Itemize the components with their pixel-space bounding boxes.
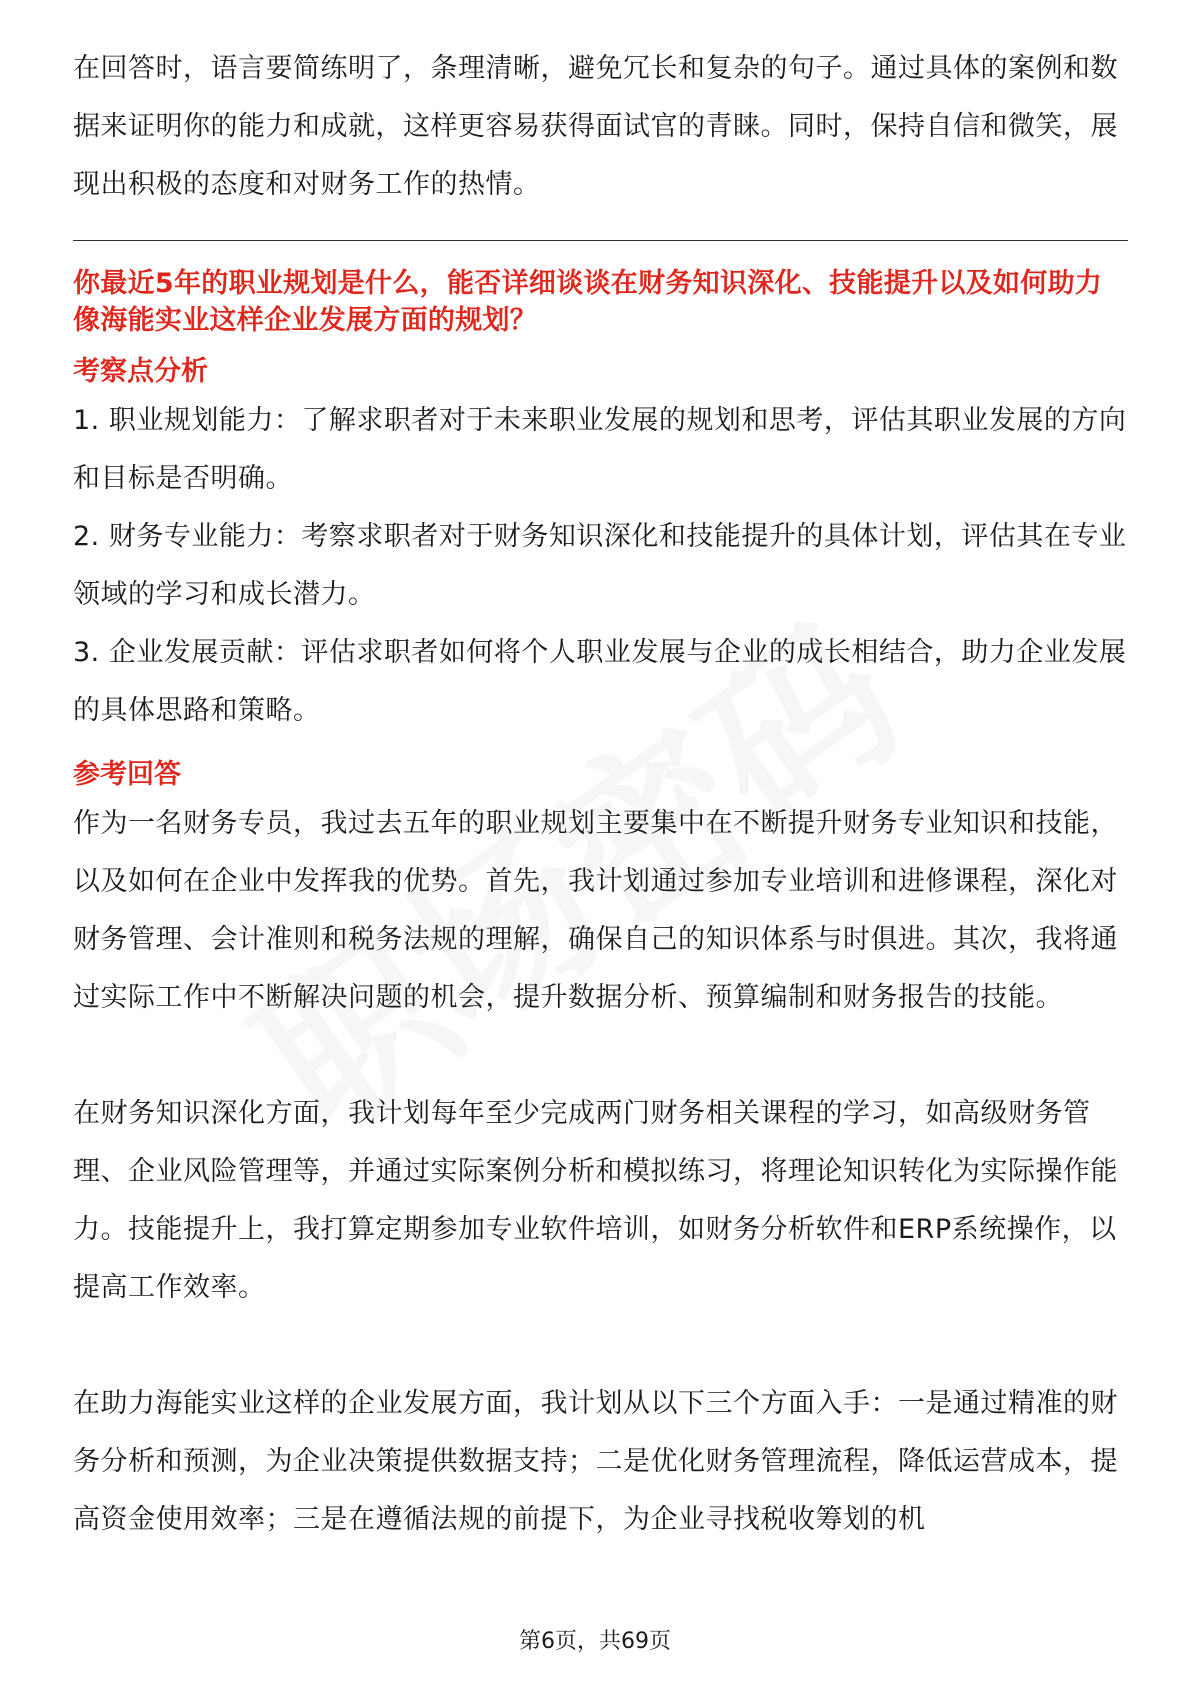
question-heading: 你最近5年的职业规划是什么，能否详细谈谈在财务知识深化、技能提升以及如何助力像海能实业这样企业发展方面的规划？: [73, 268, 1103, 336]
answer-paragraph: 在财务知识深化方面，我计划每年至少完成两门财务相关课程的学习，如高级财务管理、企业风险管理等，并通过实际案例分析和模拟练习，将理论知识转化为实际操作能力。技能提升上，我打算定期参加专业软件培训，如财务分析软件和ERP系统操作，以提高工作效率。: [73, 1098, 1118, 1303]
answer-paragraph: 作为一名财务专员，我过去五年的职业规划主要集中在不断提升财务专业知识和技能，以及如何在企业中发挥我的优势。首先，我计划通过参加专业培训和进修课程，深化对财务管理、会计准则和税务法规的理解，确保自己的知识体系与时俱进。其次，我将通过实际工作中不断解决问题的机会，提升数据分析、预算编制和财务报告的技能。: [73, 808, 1118, 1013]
analysis-item: 1. 职业规划能力：了解求职者对于未来职业发展的规划和思考，评估其职业发展的方向和目标是否明确。: [73, 405, 1127, 494]
analysis-item: 2. 财务专业能力：考察求职者对于财务知识深化和技能提升的具体计划，评估其在专业领域的学习和成长潜力。: [73, 521, 1127, 610]
answer-heading: 参考回答: [73, 759, 181, 790]
intro-paragraph: 在回答时，语言要简练明了，条理清晰，避免冗长和复杂的句子。通过具体的案例和数据来证明你的能力和成就，这样更容易获得面试官的青睐。同时，保持自信和微笑，展现出积极的态度和对财务工作的热情。: [73, 53, 1118, 200]
analysis-item: 3. 企业发展贡献：评估求职者如何将个人职业发展与企业的成长相结合，助力企业发展的具体思路和策略。: [73, 637, 1127, 726]
answer-paragraph: 在助力海能实业这样的企业发展方面，我计划从以下三个方面入手：一是通过精准的财务分析和预测，为企业决策提供数据支持；二是优化财务管理流程，降低运营成本，提高资金使用效率；三是在遵循法规的前提下，为企业寻找税收筹划的机: [73, 1388, 1118, 1535]
document-body: [73, 40, 1128, 1549]
paragraph-gap: [73, 1317, 1128, 1375]
divider: [73, 240, 1128, 241]
paragraph-gap: [73, 1027, 1128, 1085]
analysis-heading: 考察点分析: [73, 356, 208, 387]
page-number: 第6页，共69页: [519, 1629, 671, 1654]
